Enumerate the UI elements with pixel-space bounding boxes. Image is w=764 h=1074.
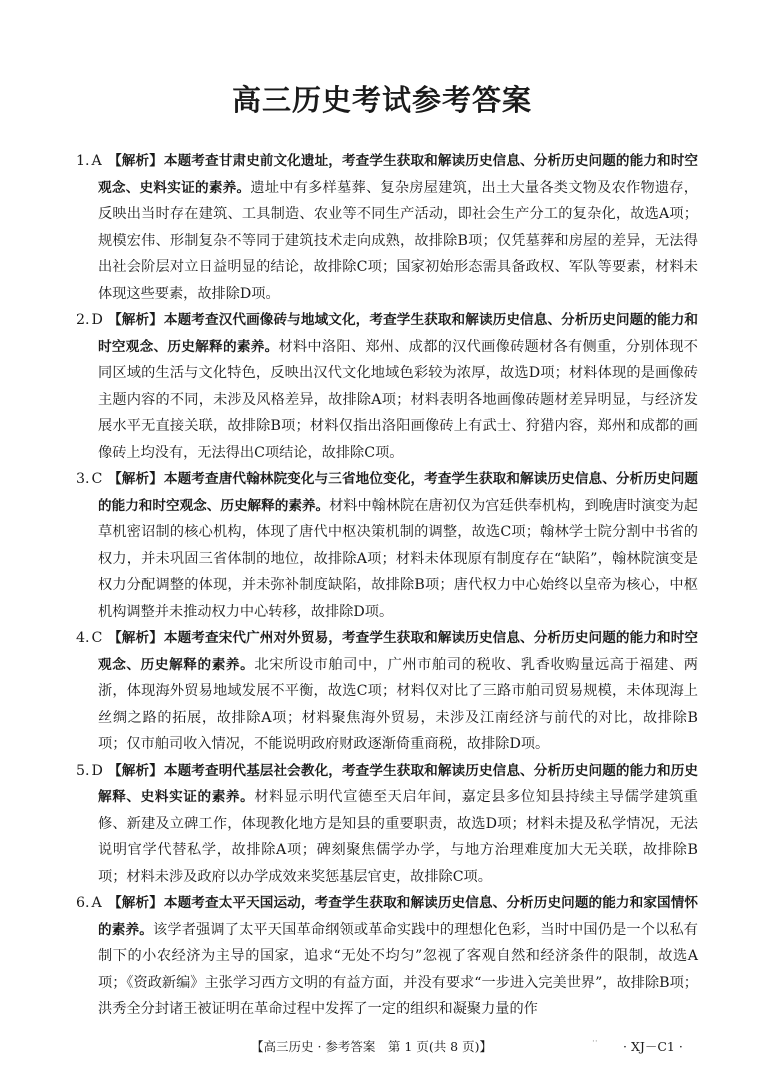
footer-code: · XJ－C1 · bbox=[623, 1039, 683, 1054]
answer-item-1 bbox=[76, 148, 698, 307]
item-number: 4. C bbox=[76, 630, 103, 646]
item-number: 3. C bbox=[76, 471, 103, 487]
item-lead: 本题考查宋代广州对外贸易，考查学生获取和解读历史信息、分析历史问题的能力和时空观念、历史解释的素养。 bbox=[98, 630, 699, 673]
item-answer: A bbox=[91, 153, 102, 169]
item-answer: D bbox=[91, 762, 103, 779]
item-answer: D bbox=[91, 312, 103, 328]
analysis-tag: 【解析】 bbox=[108, 630, 163, 646]
item-body: 材料中洛阳、郑州、成都的汉代画像砖题材各有侧重，分别体现不同区域的生活与文化特色，反映出汉代文化地域色彩较为浓厚，故选D项；材料体现的是画像砖主题内容的不同，未涉及风格差异，故排除A项；材料表明各地画像砖题材差异明显，与经济发展水平无直接关联，故排除B项；材料仅指出洛阳画像砖上有武士、狩猎内容，郑州和成都的画像砖上均没有，无法得出C项结论，故排除C项。 bbox=[98, 338, 698, 461]
item-body: 该学者强调了太平天国革命纲领或革命实践中的理想化色彩，当时中国仍是一个以私有制下的小农经济为主导的国家，追求“无处不均匀”忽视了客观自然和经济条件的限制，故选A项；《资政新编》主张学习西方文明的有益方面，并没有要求“一步进入完美世界”，故排除B项；洪秀全分封诸王被证明在革命过程中发挥了一定的组织和凝聚力量的作 bbox=[98, 921, 698, 1017]
item-lead: 本题考查明代基层社会教化，考查学生获取和解读历史信息、分析历史问题的能力和历史解释、史料实证的素养。 bbox=[98, 762, 699, 805]
answer-item-2 bbox=[76, 307, 698, 466]
answer-list bbox=[76, 148, 698, 1023]
answer-item-3 bbox=[76, 466, 698, 625]
item-answer: C bbox=[91, 630, 103, 646]
analysis-tag: 【解析】 bbox=[108, 471, 163, 487]
analysis-tag: 【解析】 bbox=[108, 762, 163, 779]
answer-item-5 bbox=[76, 758, 698, 891]
item-lead: 本题考查汉代画像砖与地域文化，考查学生获取和解读历史信息、分析历史问题的能力和时空观念、历史解释的素养。 bbox=[98, 312, 699, 355]
analysis-tag: 【解析】 bbox=[108, 312, 163, 328]
page-title: 高三历史考试参考答案 bbox=[231, 83, 532, 117]
footer-page-info: 【高三历史 · 参考答案 第 1 页(共 8 页)】 bbox=[251, 1039, 492, 1054]
item-lead: 本题考查唐代翰林院变化与三省地位变化，考查学生获取和解读历史信息、分析历史问题的能力和时空观念、历史解释的素养。 bbox=[98, 471, 699, 514]
item-number: 5. D bbox=[76, 762, 103, 779]
item-body: 材料显示明代宣德至天启年间，嘉定县多位知县持续主导儒学建筑重修、新建及立碑工作，体现教化地方是知县的重要职责，故选D项；材料未提及私学情况，无法说明官学代替私学，故排除A项；碑刻聚焦儒学办学，与地方治理难度加大无关联，故排除B项；材料未涉及政府以办学成效来奖惩基层官吏，故排除C项。 bbox=[98, 789, 698, 885]
answer-item-6 bbox=[76, 890, 698, 1023]
item-number: 6. A bbox=[76, 895, 102, 911]
item-answer: A bbox=[91, 895, 102, 911]
item-number: 2. D bbox=[76, 312, 103, 328]
answer-item-4 bbox=[76, 625, 698, 758]
item-lead: 本题考查甘肃史前文化遗址，考查学生获取和解读历史信息、分析历史问题的能力和时空观念、史料实证的素养。 bbox=[98, 153, 699, 196]
item-answer: C bbox=[91, 471, 103, 487]
item-body: 遗址中有多样墓葬、复杂房屋建筑，出土大量各类文物及农作物遗存，反映出当时存在建筑、工具制造、农业等不同生产活动，即社会生产分工的复杂化，故选A项；规模宏伟、形制复杂不等同于建筑技术走向成熟，故排除B项；仅凭墓葬和房屋的差异，无法得出社会阶层对立日益明显的结论，故排除C项；国家初始形态需具备政权、军队等要素，材料未体现这些要素，故排除D项。 bbox=[98, 179, 698, 302]
item-body: 北宋所设市舶司中，广州市舶司的税收、乳香收购量远高于福建、两浙，体现海外贸易地域发展不平衡，故选C项；材料仅对比了三路市舶司贸易规模，未体现海上丝绸之路的拓展，故排除A项；材料聚焦海外贸易，未涉及江南经济与前代的对比，故排除B项；仅市舶司收入情况，不能说明政府财政逐渐倚重商税，故排除D项。 bbox=[98, 656, 698, 752]
analysis-tag: 【解析】 bbox=[108, 895, 163, 911]
item-number: 1. A bbox=[76, 153, 102, 169]
footer-marks: ·· bbox=[592, 1037, 598, 1047]
item-body: 材料中翰林院在唐初仅为宫廷供奉机构，到晚唐时演变为起草机密诏制的核心机构，体现了唐代中枢决策机制的调整，故选C项；翰林学士院分割中书省的权力，并未巩固三省体制的地位，故排除A项；材料未体现原有制度存在“缺陷”，翰林院演变是权力分配调整的体现，并未弥补制度缺陷，故排除B项；唐代权力中心始终以皇帝为核心，中枢机构调整并未推动权力中心转移，故排除D项。 bbox=[98, 497, 698, 620]
item-lead: 本题考查太平天国运动，考查学生获取和解读历史信息、分析历史问题的能力和家国情怀的素养。 bbox=[98, 895, 699, 938]
analysis-tag: 【解析】 bbox=[108, 153, 163, 169]
